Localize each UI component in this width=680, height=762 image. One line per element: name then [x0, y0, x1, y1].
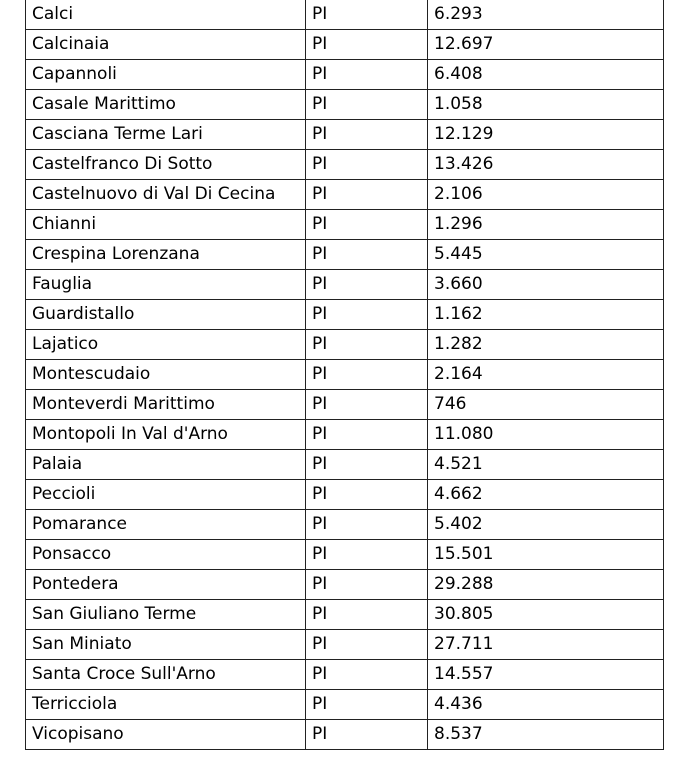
- population-cell: 746: [428, 390, 664, 420]
- province-cell: PI: [306, 600, 428, 630]
- table-row: [26, 330, 664, 360]
- municipality-cell: Chianni: [26, 210, 306, 240]
- province-cell: PI: [306, 540, 428, 570]
- municipality-cell: Peccioli: [26, 480, 306, 510]
- population-cell: 1.296: [428, 210, 664, 240]
- municipality-cell: San Giuliano Terme: [26, 600, 306, 630]
- province-cell: PI: [306, 90, 428, 120]
- table-row: [26, 360, 664, 390]
- population-cell: 4.521: [428, 450, 664, 480]
- province-cell: PI: [306, 300, 428, 330]
- province-cell: PI: [306, 240, 428, 270]
- table-row: [26, 570, 664, 600]
- municipality-cell: Calcinaia: [26, 30, 306, 60]
- province-cell: PI: [306, 420, 428, 450]
- table-row: [26, 720, 664, 750]
- municipality-cell: Terricciola: [26, 690, 306, 720]
- municipality-cell: Castelfranco Di Sotto: [26, 150, 306, 180]
- province-cell: PI: [306, 360, 428, 390]
- table-row: [26, 300, 664, 330]
- municipality-cell: Monteverdi Marittimo: [26, 390, 306, 420]
- population-cell: 30.805: [428, 600, 664, 630]
- population-cell: 4.662: [428, 480, 664, 510]
- population-cell: 5.402: [428, 510, 664, 540]
- municipality-cell: Ponsacco: [26, 540, 306, 570]
- table-row: [26, 210, 664, 240]
- municipality-cell: San Miniato: [26, 630, 306, 660]
- table-row: [26, 690, 664, 720]
- municipality-cell: Santa Croce Sull'Arno: [26, 660, 306, 690]
- municipality-cell: Calci: [26, 0, 306, 30]
- table-row: [26, 450, 664, 480]
- population-cell: 2.164: [428, 360, 664, 390]
- table-row: [26, 420, 664, 450]
- municipality-cell: Guardistallo: [26, 300, 306, 330]
- municipality-cell: Capannoli: [26, 60, 306, 90]
- population-cell: 4.436: [428, 690, 664, 720]
- province-cell: PI: [306, 720, 428, 750]
- province-cell: PI: [306, 450, 428, 480]
- province-cell: PI: [306, 180, 428, 210]
- table-row: [26, 120, 664, 150]
- province-cell: PI: [306, 330, 428, 360]
- population-cell: 29.288: [428, 570, 664, 600]
- province-cell: PI: [306, 480, 428, 510]
- municipality-cell: Vicopisano: [26, 720, 306, 750]
- population-cell: 1.162: [428, 300, 664, 330]
- municipality-cell: Casciana Terme Lari: [26, 120, 306, 150]
- population-cell: 13.426: [428, 150, 664, 180]
- table-row: [26, 660, 664, 690]
- municipalities-table: [25, 0, 664, 750]
- municipality-cell: Pomarance: [26, 510, 306, 540]
- municipality-cell: Montescudaio: [26, 360, 306, 390]
- province-cell: PI: [306, 210, 428, 240]
- population-cell: 15.501: [428, 540, 664, 570]
- table-row: [26, 600, 664, 630]
- province-cell: PI: [306, 120, 428, 150]
- table-row: [26, 390, 664, 420]
- population-cell: 6.293: [428, 0, 664, 30]
- province-cell: PI: [306, 660, 428, 690]
- population-cell: 1.282: [428, 330, 664, 360]
- province-cell: PI: [306, 570, 428, 600]
- table-row: [26, 150, 664, 180]
- table-row: [26, 630, 664, 660]
- province-cell: PI: [306, 690, 428, 720]
- municipality-cell: Pontedera: [26, 570, 306, 600]
- table-row: [26, 540, 664, 570]
- province-cell: PI: [306, 510, 428, 540]
- province-cell: PI: [306, 30, 428, 60]
- population-cell: 14.557: [428, 660, 664, 690]
- table-row: [26, 180, 664, 210]
- table-row: [26, 0, 664, 30]
- municipality-cell: Crespina Lorenzana: [26, 240, 306, 270]
- table-row: [26, 240, 664, 270]
- province-cell: PI: [306, 630, 428, 660]
- population-cell: 6.408: [428, 60, 664, 90]
- population-cell: 12.129: [428, 120, 664, 150]
- municipality-cell: Lajatico: [26, 330, 306, 360]
- population-cell: 3.660: [428, 270, 664, 300]
- population-cell: 27.711: [428, 630, 664, 660]
- table-row: [26, 90, 664, 120]
- table-row: [26, 270, 664, 300]
- province-cell: PI: [306, 150, 428, 180]
- municipality-cell: Fauglia: [26, 270, 306, 300]
- table-row: [26, 30, 664, 60]
- municipality-cell: Castelnuovo di Val Di Cecina: [26, 180, 306, 210]
- population-cell: 12.697: [428, 30, 664, 60]
- province-cell: PI: [306, 390, 428, 420]
- population-cell: 11.080: [428, 420, 664, 450]
- population-cell: 5.445: [428, 240, 664, 270]
- table-row: [26, 480, 664, 510]
- table-row: [26, 510, 664, 540]
- province-cell: PI: [306, 270, 428, 300]
- municipality-cell: Casale Marittimo: [26, 90, 306, 120]
- population-cell: 8.537: [428, 720, 664, 750]
- table-row: [26, 60, 664, 90]
- municipality-cell: Palaia: [26, 450, 306, 480]
- province-cell: PI: [306, 60, 428, 90]
- municipality-cell: Montopoli In Val d'Arno: [26, 420, 306, 450]
- province-cell: PI: [306, 0, 428, 30]
- population-cell: 2.106: [428, 180, 664, 210]
- population-cell: 1.058: [428, 90, 664, 120]
- table-body: [26, 0, 664, 750]
